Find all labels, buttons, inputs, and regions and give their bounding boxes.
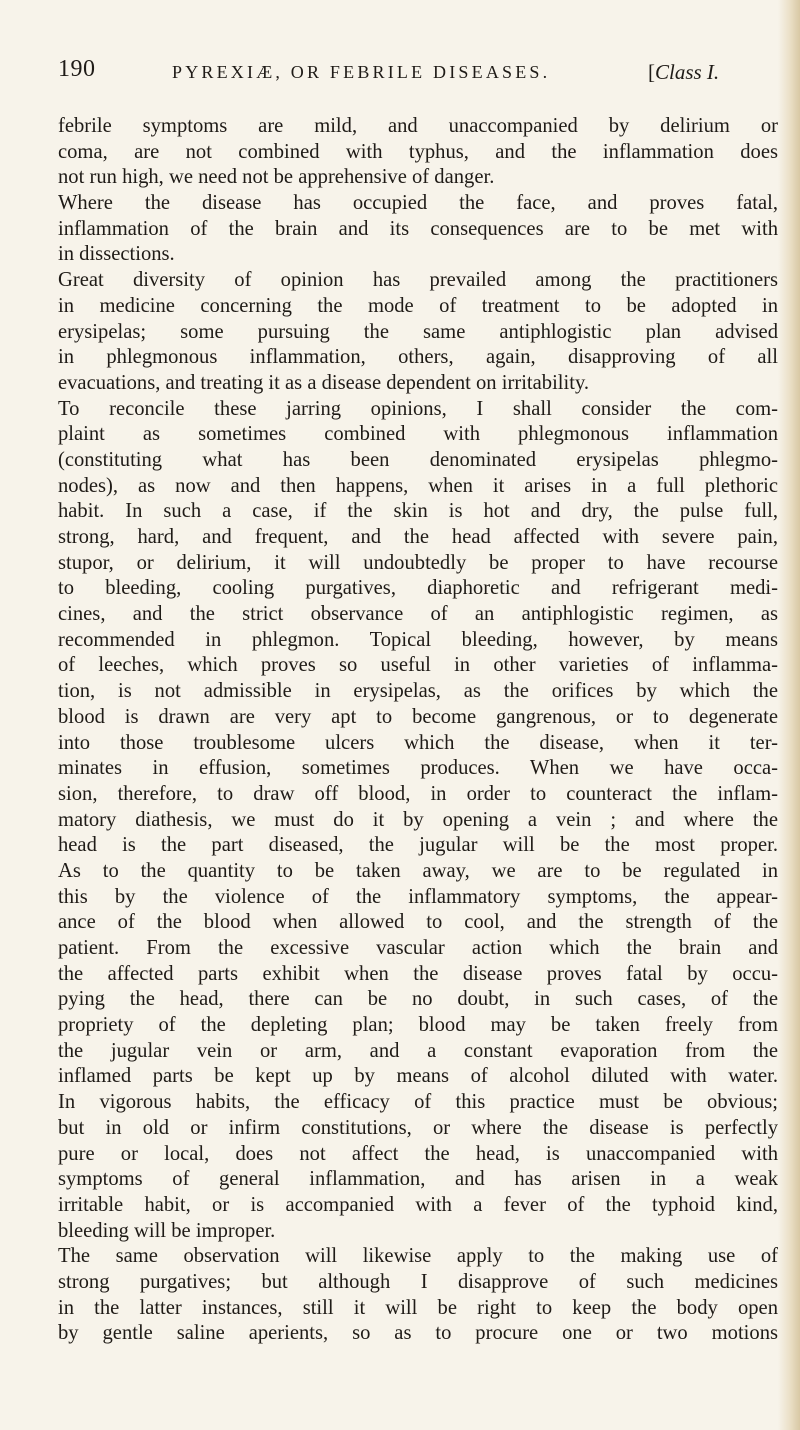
- text-line: irritable habit, or is accompanied with a fever of the typhoid kind,: [58, 1193, 778, 1216]
- text-line: the jugular vein or arm, and a constant evaporation from the: [58, 1039, 778, 1062]
- text-line: in the latter instances, still it will be right to keep the body open: [58, 1296, 778, 1319]
- text-line: erysipelas; some pursuing the same antiphlogistic plan advised: [58, 320, 778, 343]
- text-line: In vigorous habits, the efficacy of this practice must be obvious;: [58, 1091, 778, 1114]
- text-line: in phlegmonous inflammation, others, again, disapproving of all: [58, 346, 778, 369]
- text-line: minates in effusion, sometimes produces. When we have occa-: [58, 757, 778, 780]
- text-line: this by the violence of the inflammatory symptoms, the appear-: [58, 885, 778, 908]
- text-line: not run high, we need not be apprehensive of danger.: [58, 166, 495, 189]
- text-line: to bleeding, cooling purgatives, diaphoretic and refrigerant medi-: [58, 577, 778, 600]
- text-line: in dissections.: [58, 243, 175, 266]
- text-line: cines, and the strict observance of an antiphlogistic regimen, as: [58, 603, 778, 626]
- text-line: pure or local, does not affect the head, is unaccompanied with: [58, 1142, 778, 1165]
- text-line: into those troublesome ulcers which the disease, when it ter-: [58, 731, 778, 754]
- text-line: sion, therefore, to draw off blood, in order to counteract the inflam-: [58, 782, 778, 805]
- body-text: [58, 114, 778, 1347]
- text-line: recommended in phlegmon. Topical bleeding, however, by means: [58, 628, 778, 651]
- running-title: PYREXIÆ, OR FEBRILE DISEASES.: [172, 62, 551, 82]
- page-number: 190: [58, 56, 96, 82]
- text-line: habit. In such a case, if the skin is hot and dry, the pulse full,: [58, 500, 778, 523]
- page-header: [0, 56, 800, 96]
- text-line: strong, hard, and frequent, and the head affected with severe pain,: [58, 526, 778, 548]
- text-line: symptoms of general inflammation, and has arisen in a weak: [58, 1168, 778, 1191]
- text-line: Great diversity of opinion has prevailed among the practitioners: [58, 269, 778, 292]
- class-label: [648, 60, 719, 85]
- class-bracket: [: [648, 60, 655, 84]
- text-line: evacuations, and treating it as a disease dependent on irritability.: [58, 371, 590, 394]
- text-line: The same observation will likewise apply to the making use of: [58, 1245, 778, 1268]
- text-line: To reconcile these jarring opinions, I shall consider the com-: [58, 397, 778, 420]
- text-line: tion, is not admissible in erysipelas, as the orifices by which the: [58, 680, 778, 703]
- text-line: patient. From the excessive vascular action which the brain and: [58, 937, 778, 959]
- text-line: head is the part diseased, the jugular will be the most proper.: [58, 834, 778, 857]
- text-line: plaint as sometimes combined with phlegmonous inflammation: [58, 423, 778, 446]
- text-line: As to the quantity to be taken away, we are to be regulated in: [58, 859, 778, 882]
- text-line: stupor, or delirium, it will undoubtedly be proper to have recourse: [58, 551, 778, 574]
- text-line: inflamed parts be kept up by means of alcohol diluted with water.: [58, 1065, 778, 1088]
- text-line: Where the disease has occupied the face, and proves fatal,: [58, 192, 778, 215]
- text-line: in medicine concerning the mode of treatment to be adopted in: [58, 294, 778, 317]
- text-line: bleeding will be improper.: [58, 1219, 276, 1242]
- text-line: pying the head, there can be no doubt, in such cases, of the: [58, 988, 778, 1011]
- text-line: nodes), as now and then happens, when it arises in a full plethoric: [58, 474, 778, 497]
- text-line: coma, are not combined with typhus, and the inflammation does: [58, 140, 778, 163]
- text-line: the affected parts exhibit when the disease proves fatal by occu-: [58, 962, 778, 985]
- class-text: Class I.: [655, 60, 720, 84]
- text-line: (constituting what has been denominated erysipelas phlegmo-: [58, 448, 778, 471]
- text-line: matory diathesis, we must do it by opening a vein ; and where the: [58, 808, 778, 831]
- text-line: but in old or infirm constitutions, or where the disease is perfectly: [58, 1116, 778, 1139]
- text-line: ance of the blood when allowed to cool, and the strength of the: [58, 911, 778, 934]
- page-edge-shadow: [778, 0, 800, 1430]
- text-line: by gentle saline aperients, so as to procure one or two motions: [58, 1322, 778, 1345]
- text-line: inflammation of the brain and its consequences are to be met with: [58, 217, 778, 240]
- text-line: blood is drawn are very apt to become gangrenous, or to degenerate: [58, 705, 778, 728]
- text-line: propriety of the depleting plan; blood may be taken freely from: [58, 1014, 778, 1037]
- text-line: of leeches, which proves so useful in other varieties of inflamma-: [58, 654, 778, 677]
- text-line: febrile symptoms are mild, and unaccompanied by delirium or: [58, 115, 778, 137]
- text-line: strong purgatives; but although I disapprove of such medicines: [58, 1270, 778, 1293]
